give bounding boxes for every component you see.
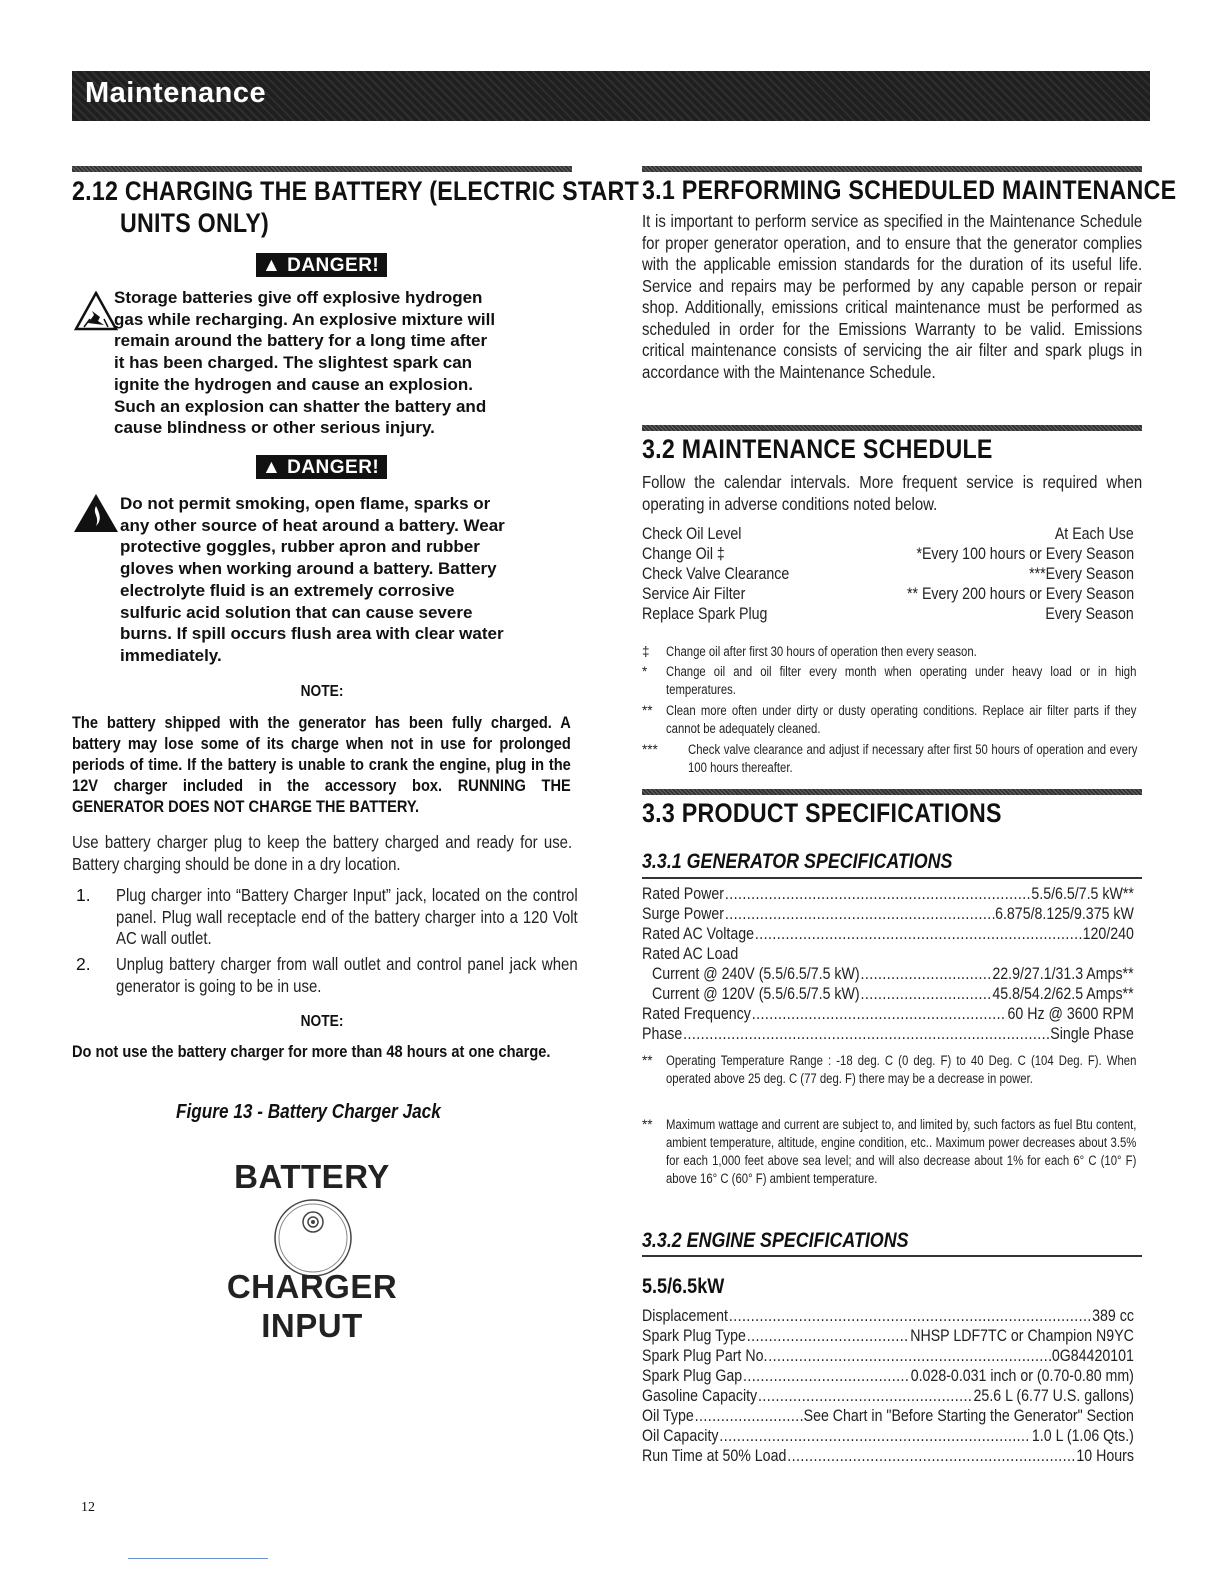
spec-label: Current @ 240V (5.5/6.5/7.5 kW) — [652, 965, 860, 983]
spec-label: Run Time at 50% Load — [642, 1447, 787, 1465]
spec-value: 0.028-0.031 inch or (0.70-0.80 mm) — [910, 1367, 1134, 1385]
spec-label: Oil Type — [642, 1407, 694, 1425]
schedule-row — [642, 585, 1134, 605]
charging-intro: Use battery charger plug to keep the battery charged and ready for use. Battery charging should be done in a dry location. — [72, 832, 573, 874]
danger-badge — [256, 253, 387, 277]
danger-badge — [256, 455, 387, 479]
spec-row — [642, 1005, 1134, 1025]
schedule-interval: ***Every Season — [1029, 565, 1134, 583]
section-title-2-12: 2.12 CHARGING THE BATTERY (ELECTRIC START — [72, 176, 640, 206]
danger2-line: protective goggles, rubber apron and rubber — [120, 537, 480, 557]
engine-model-heading: 5.5/6.5kW — [642, 1275, 725, 1298]
section-rule — [642, 425, 1142, 431]
warning-triangle-icon: ▲ — [262, 457, 282, 478]
figure-label-input: INPUT — [261, 1307, 363, 1344]
spec-value: Single Phase — [1050, 1025, 1134, 1043]
section-rule — [642, 789, 1142, 795]
schedule-task: Change Oil ‡ — [642, 545, 725, 563]
schedule-task: Service Air Filter — [642, 585, 746, 603]
section-rule — [642, 166, 1142, 172]
danger-text-1 — [114, 287, 574, 439]
footnote-symbol: ** — [642, 703, 653, 718]
spec-row — [642, 1427, 1134, 1447]
schedule-interval: At Each Use — [1055, 525, 1134, 543]
schedule-interval: Every Season — [1045, 605, 1134, 623]
step-text: Plug charger into “Battery Charger Input” jack, located on the control panel. Plug wall receptacle end of the battery charger into a 120 Volt AC wall outlet. — [116, 885, 578, 948]
spec-row — [642, 905, 1134, 925]
danger2-line: immediately. — [120, 645, 222, 665]
note-heading: NOTE: — [300, 1013, 344, 1030]
spec-value: 0G84420101 — [1051, 1347, 1134, 1365]
rated-ac-load-label: Rated AC Load — [642, 945, 739, 963]
danger-label: DANGER! — [287, 457, 380, 478]
danger1-line: cause blindness or other serious injury. — [114, 418, 435, 438]
spec-label: Surge Power — [642, 905, 725, 923]
spec-row — [642, 1327, 1134, 1347]
spec-row — [642, 1387, 1134, 1407]
spec-row — [642, 1407, 1134, 1427]
subsection-underline — [642, 877, 1142, 879]
section-3-2-text: Follow the calendar intervals. More frequent service is required when operating in adverse conditions noted below. — [642, 472, 1143, 514]
danger2-line: Do not permit smoking, open flame, sparks or — [120, 494, 491, 513]
section-banner — [72, 71, 1150, 121]
spec-row — [652, 985, 1134, 1005]
schedule-interval: *Every 100 hours or Every Season — [916, 545, 1134, 563]
footnote-text: Operating Temperature Range : -18 deg. C (0 deg. F) to 40 Deg. C (104 Deg. F). When operated above 25 deg. C (77 deg. F) there may be a decrease in power. — [666, 1053, 1137, 1086]
danger1-line: gas while recharging. An explosive mixture will — [114, 309, 496, 329]
section-title-3-2: 3.2 MAINTENANCE SCHEDULE — [642, 434, 993, 464]
footer-rule — [128, 1558, 268, 1559]
section-title-3-3: 3.3 PRODUCT SPECIFICATIONS — [642, 798, 1002, 828]
spec-row — [652, 965, 1134, 985]
fire-warning-icon — [72, 492, 120, 534]
schedule-row — [642, 525, 1134, 545]
danger2-line: any other source of heat around a battery. Wear — [120, 515, 505, 535]
spec-label: Rated Power — [642, 885, 725, 903]
spec-row — [642, 925, 1134, 945]
section-title-2-12-cont: UNITS ONLY) — [120, 208, 270, 238]
danger1-line: remain around the battery for a long time after — [114, 331, 488, 351]
danger1-line: Such an explosion can shatter the battery and — [114, 396, 487, 416]
footnote-symbol: * — [642, 664, 648, 679]
page-number: 12 — [81, 1500, 95, 1515]
spec-value: 120/240 — [1082, 925, 1134, 943]
banner-title: Maintenance — [85, 77, 267, 109]
danger1-line: it has been charged. The slightest spark can — [114, 353, 473, 373]
footnote-symbol: ** — [642, 1053, 653, 1068]
spec-label: Spark Plug Type — [642, 1327, 746, 1345]
engine-specs-title: 3.3.2 ENGINE SPECIFICATIONS — [642, 1229, 909, 1252]
footnote-text: Check valve clearance and adjust if necessary after first 50 hours of operation and every 100 hours thereafter. — [688, 742, 1138, 775]
footnote-text: Clean more often under dirty or dusty operating conditions. Replace air filter parts if they cannot be adequately cleaned. — [666, 703, 1137, 736]
danger1-line: ignite the hydrogen and cause an explosion. — [114, 374, 473, 394]
danger2-line: burns. If spill occurs flush area with clear water — [120, 624, 504, 644]
spec-value: 6.875/8.125/9.375 kW — [995, 905, 1134, 923]
generator-specs — [642, 885, 1134, 1055]
spec-label: Current @ 120V (5.5/6.5/7.5 kW) — [652, 985, 860, 1003]
warning-triangle-icon: ▲ — [262, 255, 282, 276]
section-rule — [72, 166, 572, 172]
explosion-warning-icon — [74, 291, 118, 331]
spec-value: See Chart in "Before Starting the Generator" Section — [803, 1407, 1134, 1425]
footnote-symbol: ‡ — [642, 644, 650, 659]
figure-caption: Figure 13 - Battery Charger Jack — [176, 1101, 441, 1123]
spec-value: 60 Hz @ 3600 RPM — [1007, 1005, 1134, 1023]
danger2-line: electrolyte fluid is an extremely corrosive — [120, 580, 455, 600]
figure-label-battery: BATTERY — [234, 1158, 390, 1195]
schedule-task: Check Valve Clearance — [642, 565, 790, 583]
engine-specs — [642, 1307, 1134, 1469]
schedule-task: Check Oil Level — [642, 525, 742, 543]
danger1-line: Storage batteries give off explosive hydrogen — [114, 288, 483, 307]
generator-specs-title: 3.3.1 GENERATOR SPECIFICATIONS — [642, 850, 953, 873]
spec-label: Gasoline Capacity — [642, 1387, 758, 1405]
note-heading: NOTE: — [300, 683, 344, 700]
spec-label: Oil Capacity — [642, 1427, 719, 1445]
note-text-1: The battery shipped with the generator has been fully charged. A battery may lose some of its charge when not in use for prolonged periods of time. If the battery is unable to crank the engine, plug in the 12V charger included in the accessory box. RUNNING THE GENERATOR DOES NOT CHARGE THE BATTERY. — [72, 713, 571, 816]
spec-row — [642, 1447, 1134, 1467]
step-number: 2. — [76, 954, 91, 974]
spec-value: NHSP LDF7TC or Champion N9YC — [910, 1327, 1134, 1345]
step-text: Unplug battery charger from wall outlet and control panel jack when generator is going to be in use. — [116, 954, 578, 996]
spec-row — [642, 1307, 1134, 1327]
spec-value: 45.8/54.2/62.5 Amps** — [992, 985, 1134, 1003]
footnote-text: Change oil after first 30 hours of operation then every season. — [666, 644, 977, 659]
step-number: 1. — [76, 885, 91, 905]
spec-row — [642, 885, 1134, 905]
schedule-row — [642, 565, 1134, 585]
footnote-text: Maximum wattage and current are subject to, and limited by, such factors as fuel Btu content, ambient temperature, altitude, engine condition, etc.. Maximum power decreases about 3.5% for each 1,000 feet above sea level; and will also decrease about 1% for each 6° C (10° F) above 16° C (60° F) ambient temperature. — [666, 1117, 1137, 1186]
schedule-row — [642, 545, 1134, 565]
spec-value: 1.0 L (1.06 Qts.) — [1031, 1427, 1134, 1445]
footnote-symbol: ** — [642, 1117, 653, 1132]
subsection-underline — [642, 1255, 1142, 1257]
footnote-text: Change oil and oil filter every month when operating under heavy load or in high temperatures. — [666, 664, 1137, 697]
spec-row — [642, 1367, 1134, 1387]
schedule-interval: ** Every 200 hours or Every Season — [906, 585, 1134, 603]
spec-label: Displacement — [642, 1307, 728, 1325]
spec-label: Rated AC Voltage — [642, 925, 755, 943]
danger-label: DANGER! — [287, 255, 380, 276]
schedule-row — [642, 605, 1134, 625]
spec-row — [642, 1347, 1134, 1367]
spec-value: 25.6 L (6.77 U.S. gallons) — [973, 1387, 1134, 1405]
spec-row — [642, 1025, 1134, 1045]
footnote-symbol: *** — [642, 742, 658, 757]
spec-label: Rated Frequency — [642, 1005, 751, 1023]
spec-label: Spark Plug Gap — [642, 1367, 743, 1385]
spec-label: Phase — [642, 1025, 683, 1043]
section-3-1-text: It is important to perform service as specified in the Maintenance Schedule for proper generator operation, and to ensure that the generator complies with the applicable emission standards for the duration of its useful life. Service and repairs may be performed by any capable person or repair shop. Additionally, emissions critical maintenance must be performed as scheduled in order for the Emissions Warranty to be valid. Emissions critical maintenance consists of servicing the air filter and spark plugs in accordance with the Maintenance Schedule. — [642, 211, 1143, 382]
note-text-2: Do not use the battery charger for more than 48 hours at one charge. — [72, 1042, 551, 1061]
spec-value: 10 Hours — [1076, 1447, 1134, 1465]
danger2-line: gloves when working around a battery. Battery — [120, 559, 497, 579]
spec-value: 389 cc — [1092, 1307, 1134, 1325]
danger-text-2 — [120, 493, 580, 667]
schedule-task: Replace Spark Plug — [642, 605, 768, 623]
spec-label: Spark Plug Part No. — [642, 1347, 768, 1365]
figure-label-charger: CHARGER — [226, 1268, 398, 1305]
spec-value: 5.5/6.5/7.5 kW** — [1031, 885, 1134, 903]
section-title-3-1: 3.1 PERFORMING SCHEDULED MAINTENANCE — [642, 175, 1177, 205]
spec-value: 22.9/27.1/31.3 Amps** — [992, 965, 1134, 983]
danger2-line: sulfuric acid solution that can cause severe — [120, 602, 473, 622]
